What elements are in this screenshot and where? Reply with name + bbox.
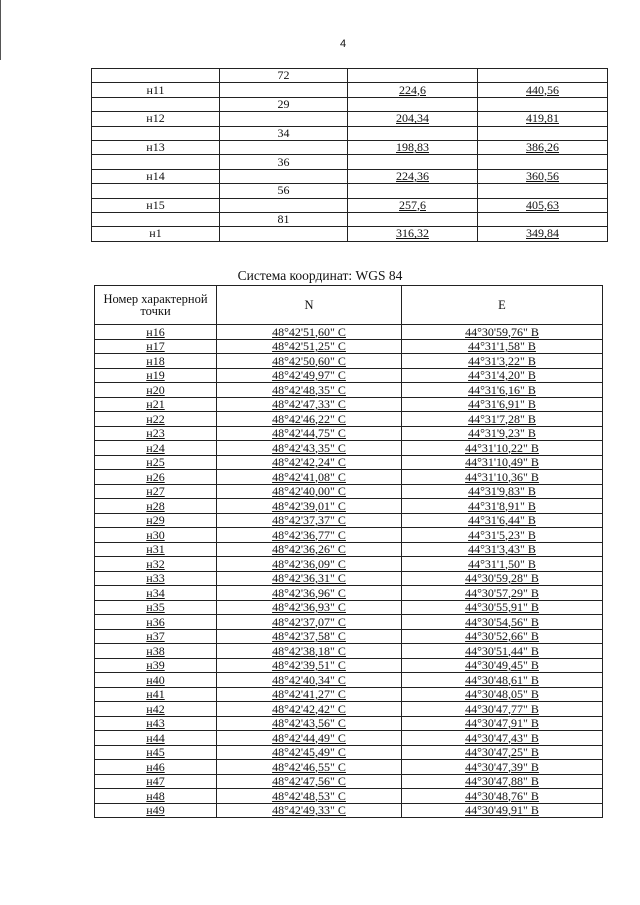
point-cell: н24 (95, 441, 217, 456)
longitude-cell: 44°31'6,91" В (402, 397, 603, 412)
table-row (95, 673, 603, 688)
table-row (92, 155, 608, 169)
latitude-cell: 48°42'48,35" С (217, 383, 402, 398)
longitude-cell: 44°31'8,91" В (402, 499, 603, 514)
point-cell (92, 184, 220, 198)
latitude-cell: 48°42'51,25" С (217, 339, 402, 354)
x-cell: 204,34 (348, 112, 478, 126)
x-cell: 224,36 (348, 169, 478, 183)
longitude-cell: 44°31'3,22" В (402, 354, 603, 369)
segment-length-cell: 29 (220, 97, 348, 111)
point-cell: н26 (95, 470, 217, 485)
point-cell (92, 212, 220, 226)
x-cell: 316,32 (348, 227, 478, 241)
table-row (95, 513, 603, 528)
latitude-cell: 48°42'36,31" С (217, 571, 402, 586)
latitude-cell: 48°42'43,56" С (217, 716, 402, 731)
latitude-cell: 48°42'36,09" С (217, 557, 402, 572)
longitude-cell: 44°31'10,49" В (402, 455, 603, 470)
latitude-cell: 48°42'42,42" С (217, 702, 402, 717)
point-cell: н39 (95, 658, 217, 673)
y-cell: 419,81 (478, 112, 608, 126)
table-row (95, 470, 603, 485)
latitude-cell: 48°42'46,22" С (217, 412, 402, 427)
table-row (95, 325, 603, 340)
point-cell: н29 (95, 513, 217, 528)
latitude-cell: 48°42'37,37" С (217, 513, 402, 528)
point-cell: н32 (95, 557, 217, 572)
table-row (95, 368, 603, 383)
longitude-cell: 44°30'47,91" В (402, 716, 603, 731)
segment-length-cell (220, 83, 348, 97)
point-cell: н47 (95, 774, 217, 789)
latitude-cell: 48°42'40,34" С (217, 673, 402, 688)
point-cell: н17 (95, 339, 217, 354)
binding-margin-line (0, 0, 5, 60)
point-cell: н27 (95, 484, 217, 499)
segment-length-cell (220, 198, 348, 212)
longitude-cell: 44°30'48,61" В (402, 673, 603, 688)
y-cell (478, 126, 608, 140)
point-cell: н18 (95, 354, 217, 369)
table-row (95, 789, 603, 804)
point-cell: н38 (95, 644, 217, 659)
point-cell (92, 126, 220, 140)
latitude-cell: 48°42'46,55" С (217, 760, 402, 775)
point-cell: н12 (92, 112, 220, 126)
table-row (95, 557, 603, 572)
point-cell: н23 (95, 426, 217, 441)
point-cell: н13 (92, 140, 220, 154)
longitude-cell: 44°30'55,91" В (402, 600, 603, 615)
table-row (95, 397, 603, 412)
point-cell: н40 (95, 673, 217, 688)
table-row (95, 586, 603, 601)
longitude-cell: 44°31'7,28" В (402, 412, 603, 427)
segment-length-cell: 36 (220, 155, 348, 169)
header-point-number: Номер характерной точки (95, 286, 217, 325)
longitude-cell: 44°31'6,16" В (402, 383, 603, 398)
longitude-cell: 44°30'47,43" В (402, 731, 603, 746)
latitude-cell: 48°42'48,53" С (217, 789, 402, 804)
table-row (92, 97, 608, 111)
latitude-cell: 48°42'49,97" С (217, 368, 402, 383)
latitude-cell: 48°42'38,18" С (217, 644, 402, 659)
table-row (95, 571, 603, 586)
point-cell: н46 (95, 760, 217, 775)
latitude-cell: 48°42'39,51" С (217, 658, 402, 673)
longitude-cell: 44°30'47,39" В (402, 760, 603, 775)
table-row (92, 69, 608, 83)
longitude-cell: 44°31'1,50" В (402, 557, 603, 572)
segment-length-cell: 72 (220, 69, 348, 83)
table-row (95, 528, 603, 543)
table-row (92, 126, 608, 140)
point-cell: н48 (95, 789, 217, 804)
point-cell: н19 (95, 368, 217, 383)
table-row (95, 658, 603, 673)
y-cell (478, 69, 608, 83)
x-cell (348, 155, 478, 169)
longitude-cell: 44°31'10,36" В (402, 470, 603, 485)
latitude-cell: 48°42'36,77" С (217, 528, 402, 543)
table-row (95, 412, 603, 427)
table-row (95, 354, 603, 369)
header-e: E (402, 286, 603, 325)
latitude-cell: 48°42'36,96" С (217, 586, 402, 601)
table-row (95, 499, 603, 514)
y-cell (478, 155, 608, 169)
longitude-cell: 44°30'47,25" В (402, 745, 603, 760)
table-row (92, 112, 608, 126)
segment-length-cell (220, 140, 348, 154)
longitude-cell: 44°31'6,44" В (402, 513, 603, 528)
table-row (95, 339, 603, 354)
table-header-row (95, 286, 603, 325)
y-cell (478, 97, 608, 111)
longitude-cell: 44°30'54,56" В (402, 615, 603, 630)
point-cell: н30 (95, 528, 217, 543)
table-row (95, 644, 603, 659)
x-cell (348, 212, 478, 226)
table-row (95, 774, 603, 789)
segment-length-cell (220, 227, 348, 241)
point-cell (92, 155, 220, 169)
latitude-cell: 48°42'44,49" С (217, 731, 402, 746)
latitude-cell: 48°42'41,27" С (217, 687, 402, 702)
point-cell: н42 (95, 702, 217, 717)
point-cell: н43 (95, 716, 217, 731)
latitude-cell: 48°42'36,26" С (217, 542, 402, 557)
page-number: 4 (340, 38, 347, 50)
y-cell: 386,26 (478, 140, 608, 154)
table-row (95, 760, 603, 775)
latitude-cell: 48°42'51,60" С (217, 325, 402, 340)
point-cell: н14 (92, 169, 220, 183)
point-cell: н49 (95, 803, 217, 818)
longitude-cell: 44°31'10,22" В (402, 441, 603, 456)
latitude-cell: 48°42'44,75" С (217, 426, 402, 441)
latitude-cell: 48°42'37,07" С (217, 615, 402, 630)
longitude-cell: 44°31'9,83" В (402, 484, 603, 499)
segment-length-cell (220, 112, 348, 126)
x-cell (348, 97, 478, 111)
point-cell: н11 (92, 83, 220, 97)
table-row (95, 383, 603, 398)
point-cell: н22 (95, 412, 217, 427)
longitude-cell: 44°31'3,43" В (402, 542, 603, 557)
x-cell (348, 184, 478, 198)
table-row (92, 140, 608, 154)
longitude-cell: 44°30'59,28" В (402, 571, 603, 586)
point-cell: н1 (92, 227, 220, 241)
latitude-cell: 48°42'41,08" С (217, 470, 402, 485)
latitude-cell: 48°42'50,60" С (217, 354, 402, 369)
longitude-cell: 44°30'49,45" В (402, 658, 603, 673)
table-row (95, 441, 603, 456)
point-cell: н41 (95, 687, 217, 702)
table-row (95, 745, 603, 760)
latitude-cell: 48°42'39,01" С (217, 499, 402, 514)
x-cell (348, 69, 478, 83)
point-cell: н21 (95, 397, 217, 412)
longitude-cell: 44°30'47,77" В (402, 702, 603, 717)
longitude-cell: 44°30'59,76" В (402, 325, 603, 340)
y-cell (478, 212, 608, 226)
x-cell (348, 126, 478, 140)
longitude-cell: 44°30'57,29" В (402, 586, 603, 601)
segment-length-cell (220, 169, 348, 183)
longitude-cell: 44°30'49,91" В (402, 803, 603, 818)
table-row (95, 615, 603, 630)
segment-length-cell: 56 (220, 184, 348, 198)
longitude-cell: 44°31'9,23" В (402, 426, 603, 441)
point-cell: н15 (92, 198, 220, 212)
latitude-cell: 48°42'47,56" С (217, 774, 402, 789)
table-row (92, 198, 608, 212)
longitude-cell: 44°30'48,05" В (402, 687, 603, 702)
longitude-cell: 44°31'5,23" В (402, 528, 603, 543)
latitude-cell: 48°42'47,33" С (217, 397, 402, 412)
table-row (95, 455, 603, 470)
longitude-cell: 44°30'48,76" В (402, 789, 603, 804)
longitude-cell: 44°30'47,88" В (402, 774, 603, 789)
longitude-cell: 44°30'51,44" В (402, 644, 603, 659)
y-cell: 349,84 (478, 227, 608, 241)
y-cell: 440,56 (478, 83, 608, 97)
x-cell: 257,6 (348, 198, 478, 212)
latitude-cell: 48°42'36,93" С (217, 600, 402, 615)
table-row (95, 731, 603, 746)
point-cell: н25 (95, 455, 217, 470)
y-cell: 405,63 (478, 198, 608, 212)
point-cell (92, 97, 220, 111)
longitude-cell: 44°31'1,58" В (402, 339, 603, 354)
y-cell: 360,56 (478, 169, 608, 183)
table-row (92, 83, 608, 97)
point-cell: н36 (95, 615, 217, 630)
table-row (92, 184, 608, 198)
point-cell: н34 (95, 586, 217, 601)
table-row (95, 426, 603, 441)
table-row (92, 169, 608, 183)
table-row (95, 716, 603, 731)
table-row (95, 484, 603, 499)
point-cell: н20 (95, 383, 217, 398)
x-cell: 198,83 (348, 140, 478, 154)
point-cell: н44 (95, 731, 217, 746)
coordinate-system-caption: Система координат: WGS 84 (237, 268, 403, 283)
point-cell: н31 (95, 542, 217, 557)
latitude-cell: 48°42'40,00" С (217, 484, 402, 499)
latitude-cell: 48°42'43,35" С (217, 441, 402, 456)
point-cell: н37 (95, 629, 217, 644)
table-row (92, 227, 608, 241)
table-row (92, 212, 608, 226)
segment-length-cell: 34 (220, 126, 348, 140)
longitude-cell: 44°31'4,20" В (402, 368, 603, 383)
point-cell: н33 (95, 571, 217, 586)
table-row (95, 542, 603, 557)
wgs84-table-body (95, 325, 603, 818)
point-cell: н35 (95, 600, 217, 615)
table-row (95, 687, 603, 702)
table-row (95, 629, 603, 644)
point-cell (92, 69, 220, 83)
segment-length-cell: 81 (220, 212, 348, 226)
point-cell: н16 (95, 325, 217, 340)
y-cell (478, 184, 608, 198)
table-row (95, 702, 603, 717)
latitude-cell: 48°42'49,33" С (217, 803, 402, 818)
longitude-cell: 44°30'52,66" В (402, 629, 603, 644)
latitude-cell: 48°42'42,24" С (217, 455, 402, 470)
table-row (95, 803, 603, 818)
header-n: N (217, 286, 402, 325)
x-cell: 224,6 (348, 83, 478, 97)
point-cell: н45 (95, 745, 217, 760)
upper-coordinates-table (91, 68, 608, 242)
upper-table-body (92, 69, 608, 242)
table-row (95, 600, 603, 615)
latitude-cell: 48°42'45,49" С (217, 745, 402, 760)
wgs84-coordinates-table (94, 285, 603, 818)
point-cell: н28 (95, 499, 217, 514)
latitude-cell: 48°42'37,58" С (217, 629, 402, 644)
